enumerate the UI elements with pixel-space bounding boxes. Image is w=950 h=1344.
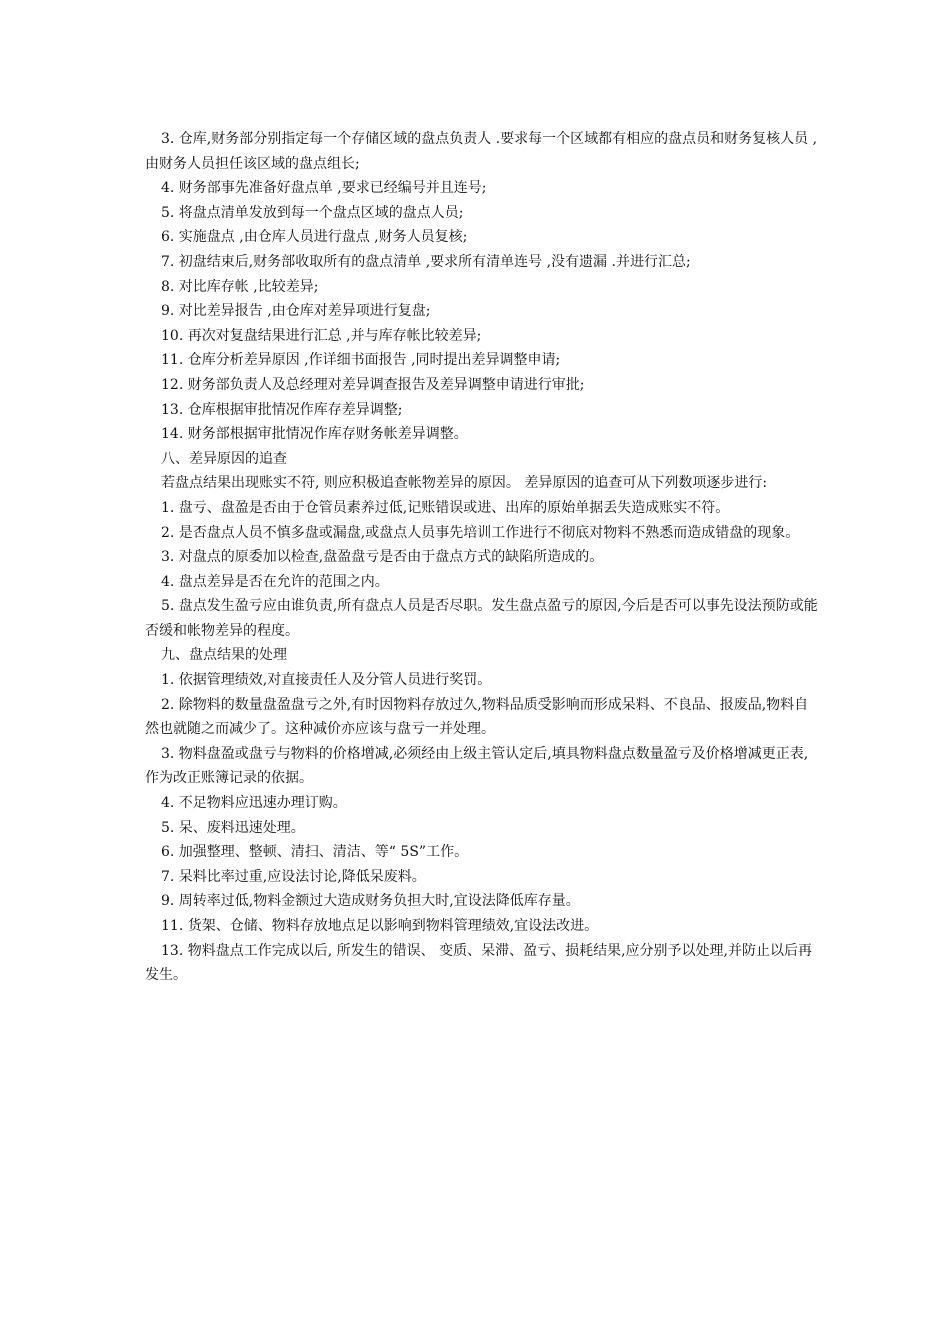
list-item: 5. 将盘点清单发放到每一个盘点区域的盘点人员; [161, 204, 464, 221]
list-item: 2. 除物料的数量盘盈盘亏之外,有时因物料存放过久,物料品质受影响而形成呆料、不良品、报废品,物料自然也就随之而减少了。这种减价亦应该与盘亏一并处理。 [145, 696, 809, 738]
document-body [145, 127, 820, 988]
list-item: 6. 加强整理、整顿、清扫、清洁、等“ 5S”工作。 [161, 844, 469, 861]
section-heading: 九、盘点结果的处理 [161, 647, 287, 664]
list-item: 14. 财务部根据审批情况作库存财务帐差异调整。 [161, 426, 468, 443]
list-item: 13. 物料盘点工作完成以后, 所发生的错误、 变质、呆滞、盈亏、损耗结果,应分别予以处理,并防止以后再发生。 [145, 942, 812, 984]
list-item: 4. 不足物料应迅速办理订购。 [161, 795, 347, 812]
list-item: 3. 仓库,财务部分别指定每一个存储区域的盘点负责人 .要求每一个区域都有相应的盘点员和财务复核人员 ,由财务人员担任该区域的盘点组长; [145, 131, 818, 172]
list-item: 11. 货架、仓储、物料存放地点足以影响到物料管理绩效,宜设法改进。 [161, 918, 599, 934]
list-item: 7. 初盘结束后,财务部收取所有的盘点清单 ,要求所有清单连号 ,没有遗漏 .并进行汇总; [161, 253, 691, 270]
list-item: 6. 实施盘点 ,由仓库人员进行盘点 ,财务人员复核; [161, 229, 468, 246]
list-item: 4. 盘点差异是否在允许的范围之内。 [161, 573, 389, 590]
list-item: 8. 对比库存帐 ,比较差异; [161, 278, 319, 295]
list-item: 4. 财务部事先准备好盘点单 ,要求已经编号并且连号; [161, 180, 487, 197]
list-item: 9. 对比差异报告 ,由仓库对差异项进行复盘; [161, 303, 431, 320]
section-heading: 八、差异原因的追查 [161, 450, 287, 467]
list-item: 13. 仓库根据审批情况作库存差异调整; [161, 401, 403, 418]
list-item: 12. 财务部负责人及总经理对差异调查报告及差异调整申请进行审批; [161, 376, 585, 393]
list-item: 3. 对盘点的原委加以检查,盘盈盘亏是否由于盘点方式的缺陷所造成的。 [161, 549, 604, 566]
list-item: 7. 呆料比率过重,应设法讨论,降低呆废料。 [161, 868, 426, 885]
list-item: 9. 周转率过低,物料金额过大造成财务负担大时,宜设法降低库存量。 [161, 893, 580, 910]
list-item: 2. 是否盘点人员不慎多盘或漏盘,或盘点人员事先培训工作进行不彻底对物料不熟悉而造成错盘的现象。 [161, 524, 800, 541]
list-item: 3. 物料盘盈或盘亏与物料的价格增减,必须经由上级主管认定后,填具物料盘点数量盈亏及价格增减更正表,作为改正账簿记录的依据。 [145, 745, 809, 787]
list-item: 5. 盘点发生盈亏应由谁负责,所有盘点人员是否尽职。发生盘点盈亏的原因,今后是否可以事先设法预防或能否缓和帐物差异的程度。 [145, 598, 818, 639]
paragraph: 若盘点结果出现账实不符, 则应积极追查帐物差异的原因。 差异原因的追查可从下列数项逐步进行: [161, 475, 768, 492]
list-item: 11. 仓库分析差异原因 ,作详细书面报告 ,同时提出差异调整申请; [161, 352, 561, 369]
list-item: 10. 再次对复盘结果进行汇总 ,并与库存帐比较差异; [161, 327, 482, 344]
list-item: 5. 呆、废料迅速处理。 [161, 819, 305, 836]
list-item: 1. 盘亏、盘盈是否由于仓管员素养过低,记账错误或进、出库的原始单据丢失造成账实不符。 [161, 499, 730, 516]
list-item: 1. 依据管理绩效,对直接责任人及分管人员进行奖罚。 [161, 672, 492, 689]
